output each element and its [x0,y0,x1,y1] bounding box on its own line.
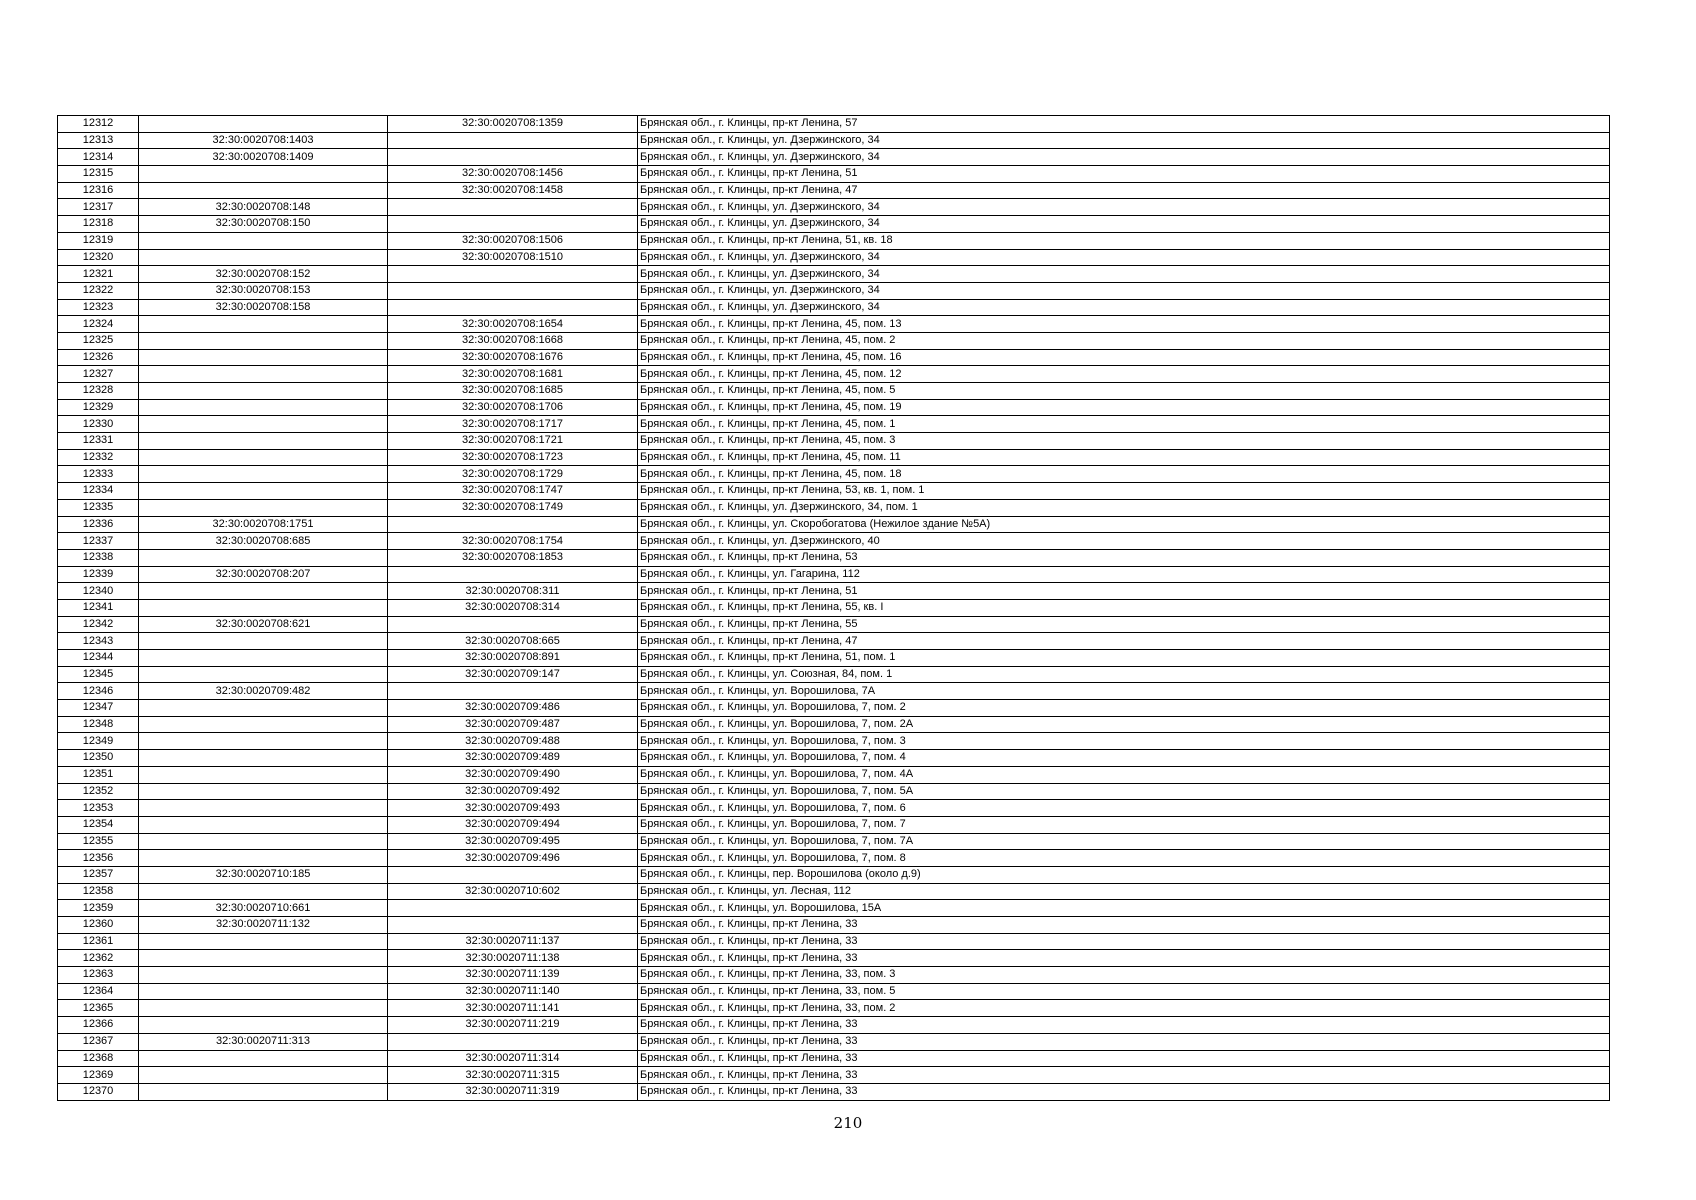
linked-cadastral-number-cell: 32:30:0020708:1685 [388,383,638,400]
linked-cadastral-number-cell: 32:30:0020708:1458 [388,182,638,199]
address-cell: Брянская обл., г. Клинцы, пр-кт Ленина, 57 [638,116,1610,133]
address-cell: Брянская обл., г. Клинцы, пр-кт Ленина, 45, пом. 2 [638,332,1610,349]
address-cell: Брянская обл., г. Клинцы, ул. Дзержинского, 34 [638,266,1610,283]
row-number-cell: 12342 [58,616,139,633]
address-cell: Брянская обл., г. Клинцы, пр-кт Ленина, 33 [638,1017,1610,1034]
linked-cadastral-number-cell [388,566,638,583]
row-number-cell: 12326 [58,349,139,366]
linked-cadastral-number-cell: 32:30:0020708:1853 [388,549,638,566]
table-row [58,900,1610,917]
row-number-cell: 12351 [58,766,139,783]
cadastral-number-cell [139,449,388,466]
cadastral-number-cell [139,750,388,767]
address-cell: Брянская обл., г. Клинцы, пр-кт Ленина, 33 [638,950,1610,967]
linked-cadastral-number-cell: 32:30:0020708:665 [388,633,638,650]
table-row [58,933,1610,950]
table-row [58,332,1610,349]
cadastral-number-cell [139,766,388,783]
table-row [58,850,1610,867]
table-row [58,750,1610,767]
address-cell: Брянская обл., г. Клинцы, пр-кт Ленина, 33, пом. 3 [638,967,1610,984]
table-row [58,967,1610,984]
row-number-cell: 12365 [58,1000,139,1017]
row-number-cell: 12367 [58,1033,139,1050]
row-number-cell: 12332 [58,449,139,466]
cadastral-number-cell [139,666,388,683]
linked-cadastral-number-cell: 32:30:0020709:489 [388,750,638,767]
cadastral-number-cell [139,116,388,133]
linked-cadastral-number-cell [388,683,638,700]
linked-cadastral-number-cell: 32:30:0020708:1668 [388,332,638,349]
linked-cadastral-number-cell [388,266,638,283]
row-number-cell: 12348 [58,716,139,733]
linked-cadastral-number-cell [388,199,638,216]
row-number-cell: 12338 [58,549,139,566]
table-row [58,1000,1610,1017]
cadastral-number-cell [139,833,388,850]
cadastral-number-cell [139,967,388,984]
table-row [58,316,1610,333]
cadastral-number-cell [139,416,388,433]
row-number-cell: 12323 [58,299,139,316]
cadastral-number-cell [139,716,388,733]
cadastral-number-cell: 32:30:0020708:150 [139,216,388,233]
address-cell: Брянская обл., г. Клинцы, ул. Дзержинского, 34 [638,249,1610,266]
table-row [58,866,1610,883]
table-row [58,499,1610,516]
table-row [58,800,1610,817]
table-row [58,783,1610,800]
row-number-cell: 12362 [58,950,139,967]
address-cell: Брянская обл., г. Клинцы, ул. Ворошилова, 7А [638,683,1610,700]
address-cell: Брянская обл., г. Клинцы, ул. Ворошилова, 7, пом. 5А [638,783,1610,800]
cadastral-number-cell: 32:30:0020708:153 [139,282,388,299]
row-number-cell: 12359 [58,900,139,917]
cadastral-number-cell [139,1083,388,1100]
linked-cadastral-number-cell: 32:30:0020710:602 [388,883,638,900]
table-row [58,132,1610,149]
address-cell: Брянская обл., г. Клинцы, ул. Дзержинского, 34 [638,199,1610,216]
row-number-cell: 12334 [58,483,139,500]
linked-cadastral-number-cell: 32:30:0020709:487 [388,716,638,733]
row-number-cell: 12363 [58,967,139,984]
linked-cadastral-number-cell: 32:30:0020711:137 [388,933,638,950]
cadastral-number-cell [139,733,388,750]
address-cell: Брянская обл., г. Клинцы, пр-кт Ленина, 47 [638,633,1610,650]
address-cell: Брянская обл., г. Клинцы, пр-кт Ленина, 33 [638,1067,1610,1084]
table-row [58,116,1610,133]
linked-cadastral-number-cell: 32:30:0020708:1506 [388,232,638,249]
linked-cadastral-number-cell: 32:30:0020709:147 [388,666,638,683]
row-number-cell: 12361 [58,933,139,950]
linked-cadastral-number-cell [388,900,638,917]
address-cell: Брянская обл., г. Клинцы, ул. Ворошилова, 7, пом. 2 [638,700,1610,717]
address-cell: Брянская обл., г. Клинцы, ул. Дзержинского, 34, пом. 1 [638,499,1610,516]
cadastral-number-cell: 32:30:0020708:621 [139,616,388,633]
address-cell: Брянская обл., г. Клинцы, ул. Дзержинского, 34 [638,149,1610,166]
row-number-cell: 12329 [58,399,139,416]
row-number-cell: 12368 [58,1050,139,1067]
address-cell: Брянская обл., г. Клинцы, пр-кт Ленина, 53 [638,549,1610,566]
cadastral-number-cell [139,800,388,817]
row-number-cell: 12370 [58,1083,139,1100]
address-cell: Брянская обл., г. Клинцы, пр-кт Ленина, 55 [638,616,1610,633]
linked-cadastral-number-cell: 32:30:0020708:314 [388,599,638,616]
linked-cadastral-number-cell: 32:30:0020711:315 [388,1067,638,1084]
table-row [58,549,1610,566]
address-cell: Брянская обл., г. Клинцы, ул. Дзержинского, 34 [638,299,1610,316]
table-row [58,166,1610,183]
row-number-cell: 12343 [58,633,139,650]
row-number-cell: 12317 [58,199,139,216]
row-number-cell: 12328 [58,383,139,400]
linked-cadastral-number-cell [388,866,638,883]
linked-cadastral-number-cell: 32:30:0020709:490 [388,766,638,783]
cadastral-number-cell [139,1067,388,1084]
table-row [58,816,1610,833]
linked-cadastral-number-cell [388,616,638,633]
table-row [58,917,1610,934]
row-number-cell: 12360 [58,917,139,934]
table-row [58,733,1610,750]
cadastral-number-cell [139,499,388,516]
cadastral-number-cell: 32:30:0020708:207 [139,566,388,583]
address-cell: Брянская обл., г. Клинцы, пр-кт Ленина, 51 [638,583,1610,600]
cadastral-number-cell: 32:30:0020711:132 [139,917,388,934]
row-number-cell: 12324 [58,316,139,333]
linked-cadastral-number-cell: 32:30:0020711:319 [388,1083,638,1100]
cadastral-number-cell [139,383,388,400]
table-row [58,383,1610,400]
table-row [58,1050,1610,1067]
linked-cadastral-number-cell: 32:30:0020708:1717 [388,416,638,433]
cadastral-number-cell [139,599,388,616]
cadastral-number-cell [139,1000,388,1017]
cadastral-number-cell [139,166,388,183]
linked-cadastral-number-cell: 32:30:0020708:1723 [388,449,638,466]
address-cell: Брянская обл., г. Клинцы, ул. Дзержинского, 34 [638,216,1610,233]
row-number-cell: 12331 [58,433,139,450]
row-number-cell: 12316 [58,182,139,199]
address-cell: Брянская обл., г. Клинцы, пр-кт Ленина, 33 [638,933,1610,950]
cadastral-number-cell [139,182,388,199]
address-cell: Брянская обл., г. Клинцы, пр-кт Ленина, 33 [638,1083,1610,1100]
row-number-cell: 12349 [58,733,139,750]
address-cell: Брянская обл., г. Клинцы, пр-кт Ленина, 33 [638,1033,1610,1050]
cadastral-number-cell: 32:30:0020708:148 [139,199,388,216]
table-row [58,566,1610,583]
cadastral-number-cell [139,1050,388,1067]
cadastral-number-cell [139,466,388,483]
address-cell: Брянская обл., г. Клинцы, пр-кт Ленина, 33 [638,1050,1610,1067]
linked-cadastral-number-cell: 32:30:0020711:314 [388,1050,638,1067]
row-number-cell: 12315 [58,166,139,183]
linked-cadastral-number-cell: 32:30:0020709:494 [388,816,638,833]
cadastral-number-cell: 32:30:0020710:185 [139,866,388,883]
linked-cadastral-number-cell [388,216,638,233]
row-number-cell: 12320 [58,249,139,266]
linked-cadastral-number-cell: 32:30:0020711:141 [388,1000,638,1017]
linked-cadastral-number-cell: 32:30:0020711:139 [388,967,638,984]
address-cell: Брянская обл., г. Клинцы, ул. Скоробогатова (Нежилое здание №5А) [638,516,1610,533]
address-cell: Брянская обл., г. Клинцы, пр-кт Ленина, 45, пом. 3 [638,433,1610,450]
cadastral-number-cell: 32:30:0020708:1409 [139,149,388,166]
table-row [58,950,1610,967]
table-row [58,282,1610,299]
row-number-cell: 12364 [58,983,139,1000]
table-row [58,883,1610,900]
cadastral-number-cell [139,366,388,383]
row-number-cell: 12312 [58,116,139,133]
table-row [58,683,1610,700]
cadastral-number-cell: 32:30:0020711:313 [139,1033,388,1050]
cadastral-number-cell [139,700,388,717]
table-row [58,349,1610,366]
address-cell: Брянская обл., г. Клинцы, ул. Ворошилова, 7, пом. 2А [638,716,1610,733]
row-number-cell: 12352 [58,783,139,800]
table-row [58,416,1610,433]
linked-cadastral-number-cell: 32:30:0020709:493 [388,800,638,817]
cadastral-number-cell [139,549,388,566]
row-number-cell: 12314 [58,149,139,166]
row-number-cell: 12356 [58,850,139,867]
linked-cadastral-number-cell [388,917,638,934]
row-number-cell: 12336 [58,516,139,533]
address-cell: Брянская обл., г. Клинцы, пер. Ворошилова (около д.9) [638,866,1610,883]
address-cell: Брянская обл., г. Клинцы, пр-кт Ленина, 45, пом. 16 [638,349,1610,366]
cadastral-number-cell [139,633,388,650]
address-cell: Брянская обл., г. Клинцы, пр-кт Ленина, 33, пом. 5 [638,983,1610,1000]
linked-cadastral-number-cell: 32:30:0020709:486 [388,700,638,717]
table-row [58,650,1610,667]
address-cell: Брянская обл., г. Клинцы, ул. Гагарина, 112 [638,566,1610,583]
linked-cadastral-number-cell [388,282,638,299]
cadastral-number-cell [139,349,388,366]
table-row [58,766,1610,783]
row-number-cell: 12327 [58,366,139,383]
address-cell: Брянская обл., г. Клинцы, ул. Ворошилова, 7, пом. 4А [638,766,1610,783]
address-cell: Брянская обл., г. Клинцы, пр-кт Ленина, 51, кв. 18 [638,232,1610,249]
address-cell: Брянская обл., г. Клинцы, ул. Лесная, 112 [638,883,1610,900]
row-number-cell: 12354 [58,816,139,833]
table-row [58,266,1610,283]
row-number-cell: 12339 [58,566,139,583]
table-row [58,449,1610,466]
table-body [58,116,1610,1101]
linked-cadastral-number-cell: 32:30:0020709:495 [388,833,638,850]
row-number-cell: 12322 [58,282,139,299]
address-cell: Брянская обл., г. Клинцы, пр-кт Ленина, 53, кв. 1, пом. 1 [638,483,1610,500]
cadastral-number-cell: 32:30:0020709:482 [139,683,388,700]
linked-cadastral-number-cell: 32:30:0020709:488 [388,733,638,750]
row-number-cell: 12318 [58,216,139,233]
linked-cadastral-number-cell [388,299,638,316]
address-cell: Брянская обл., г. Клинцы, ул. Дзержинского, 34 [638,282,1610,299]
row-number-cell: 12341 [58,599,139,616]
cadastral-number-cell [139,933,388,950]
cadastral-number-cell [139,816,388,833]
table-row [58,199,1610,216]
row-number-cell: 12319 [58,232,139,249]
row-number-cell: 12355 [58,833,139,850]
address-cell: Брянская обл., г. Клинцы, пр-кт Ленина, 45, пом. 13 [638,316,1610,333]
row-number-cell: 12335 [58,499,139,516]
linked-cadastral-number-cell: 32:30:0020708:1456 [388,166,638,183]
row-number-cell: 12345 [58,666,139,683]
table-row [58,633,1610,650]
cadastral-number-cell [139,983,388,1000]
address-cell: Брянская обл., г. Клинцы, пр-кт Ленина, 51 [638,166,1610,183]
address-cell: Брянская обл., г. Клинцы, ул. Дзержинского, 34 [638,132,1610,149]
row-number-cell: 12358 [58,883,139,900]
linked-cadastral-number-cell: 32:30:0020708:1359 [388,116,638,133]
linked-cadastral-number-cell: 32:30:0020708:1754 [388,533,638,550]
cadastral-number-cell [139,583,388,600]
table-row [58,616,1610,633]
linked-cadastral-number-cell: 32:30:0020708:311 [388,583,638,600]
table-row [58,1067,1610,1084]
linked-cadastral-number-cell: 32:30:0020708:1654 [388,316,638,333]
address-cell: Брянская обл., г. Клинцы, пр-кт Ленина, 47 [638,182,1610,199]
cadastral-number-cell [139,483,388,500]
linked-cadastral-number-cell: 32:30:0020708:1681 [388,366,638,383]
linked-cadastral-number-cell: 32:30:0020708:891 [388,650,638,667]
row-number-cell: 12337 [58,533,139,550]
linked-cadastral-number-cell: 32:30:0020711:138 [388,950,638,967]
table-row [58,716,1610,733]
cadastral-number-cell: 32:30:0020708:152 [139,266,388,283]
cadastral-number-cell [139,232,388,249]
linked-cadastral-number-cell: 32:30:0020708:1749 [388,499,638,516]
address-cell: Брянская обл., г. Клинцы, ул. Союзная, 84, пом. 1 [638,666,1610,683]
linked-cadastral-number-cell [388,516,638,533]
table-row [58,299,1610,316]
table-row [58,1083,1610,1100]
cadastral-number-cell: 32:30:0020708:158 [139,299,388,316]
row-number-cell: 12344 [58,650,139,667]
address-cell: Брянская обл., г. Клинцы, ул. Ворошилова, 7, пом. 8 [638,850,1610,867]
linked-cadastral-number-cell: 32:30:0020711:219 [388,1017,638,1034]
table-row [58,483,1610,500]
table-row [58,149,1610,166]
table-row [58,1033,1610,1050]
cadastral-number-cell: 32:30:0020708:1403 [139,132,388,149]
address-cell: Брянская обл., г. Клинцы, пр-кт Ленина, 45, пом. 5 [638,383,1610,400]
cadastral-number-cell: 32:30:0020708:1751 [139,516,388,533]
cadastral-number-cell [139,783,388,800]
row-number-cell: 12369 [58,1067,139,1084]
table-row [58,433,1610,450]
row-number-cell: 12321 [58,266,139,283]
table-row [58,399,1610,416]
linked-cadastral-number-cell: 32:30:0020709:496 [388,850,638,867]
table-row [58,366,1610,383]
linked-cadastral-number-cell [388,149,638,166]
row-number-cell: 12330 [58,416,139,433]
table-row [58,583,1610,600]
property-register-table [57,115,1610,1101]
table-row [58,1017,1610,1034]
cadastral-number-cell [139,316,388,333]
table-row [58,466,1610,483]
linked-cadastral-number-cell [388,1033,638,1050]
cadastral-number-cell [139,883,388,900]
page-number: 210 [833,1114,863,1132]
table-row [58,216,1610,233]
row-number-cell: 12340 [58,583,139,600]
cadastral-number-cell [139,850,388,867]
row-number-cell: 12325 [58,332,139,349]
cadastral-number-cell [139,950,388,967]
linked-cadastral-number-cell: 32:30:0020708:1676 [388,349,638,366]
address-cell: Брянская обл., г. Клинцы, ул. Ворошилова, 7, пом. 4 [638,750,1610,767]
address-cell: Брянская обл., г. Клинцы, ул. Ворошилова, 15А [638,900,1610,917]
table-row [58,700,1610,717]
address-cell: Брянская обл., г. Клинцы, ул. Ворошилова, 7, пом. 7 [638,816,1610,833]
table-row [58,182,1610,199]
linked-cadastral-number-cell: 32:30:0020708:1510 [388,249,638,266]
address-cell: Брянская обл., г. Клинцы, пр-кт Ленина, 45, пом. 11 [638,449,1610,466]
row-number-cell: 12346 [58,683,139,700]
cadastral-number-cell: 32:30:0020710:661 [139,900,388,917]
row-number-cell: 12347 [58,700,139,717]
table-row [58,533,1610,550]
linked-cadastral-number-cell [388,132,638,149]
table-row [58,666,1610,683]
table-row [58,232,1610,249]
row-number-cell: 12333 [58,466,139,483]
row-number-cell: 12357 [58,866,139,883]
row-number-cell: 12313 [58,132,139,149]
address-cell: Брянская обл., г. Клинцы, ул. Ворошилова, 7, пом. 6 [638,800,1610,817]
cadastral-number-cell: 32:30:0020708:685 [139,533,388,550]
address-cell: Брянская обл., г. Клинцы, пр-кт Ленина, 33, пом. 2 [638,1000,1610,1017]
address-cell: Брянская обл., г. Клинцы, ул. Ворошилова, 7, пом. 3 [638,733,1610,750]
linked-cadastral-number-cell: 32:30:0020708:1721 [388,433,638,450]
address-cell: Брянская обл., г. Клинцы, пр-кт Ленина, 45, пом. 19 [638,399,1610,416]
cadastral-number-cell [139,249,388,266]
cadastral-number-cell [139,1017,388,1034]
address-cell: Брянская обл., г. Клинцы, ул. Дзержинского, 40 [638,533,1610,550]
cadastral-number-cell [139,650,388,667]
cadastral-number-cell [139,433,388,450]
address-cell: Брянская обл., г. Клинцы, пр-кт Ленина, 45, пом. 18 [638,466,1610,483]
cadastral-number-cell [139,332,388,349]
address-cell: Брянская обл., г. Клинцы, ул. Ворошилова, 7, пом. 7А [638,833,1610,850]
address-cell: Брянская обл., г. Клинцы, пр-кт Ленина, 45, пом. 12 [638,366,1610,383]
row-number-cell: 12366 [58,1017,139,1034]
address-cell: Брянская обл., г. Клинцы, пр-кт Ленина, 51, пом. 1 [638,650,1610,667]
linked-cadastral-number-cell: 32:30:0020708:1706 [388,399,638,416]
linked-cadastral-number-cell: 32:30:0020711:140 [388,983,638,1000]
row-number-cell: 12350 [58,750,139,767]
address-cell: Брянская обл., г. Клинцы, пр-кт Ленина, 45, пом. 1 [638,416,1610,433]
table-row [58,516,1610,533]
table-row [58,833,1610,850]
row-number-cell: 12353 [58,800,139,817]
linked-cadastral-number-cell: 32:30:0020708:1747 [388,483,638,500]
table-row [58,599,1610,616]
linked-cadastral-number-cell: 32:30:0020708:1729 [388,466,638,483]
table-row [58,983,1610,1000]
address-cell: Брянская обл., г. Клинцы, пр-кт Ленина, 55, кв. I [638,599,1610,616]
linked-cadastral-number-cell: 32:30:0020709:492 [388,783,638,800]
cadastral-number-cell [139,399,388,416]
address-cell: Брянская обл., г. Клинцы, пр-кт Ленина, 33 [638,917,1610,934]
table-row [58,249,1610,266]
